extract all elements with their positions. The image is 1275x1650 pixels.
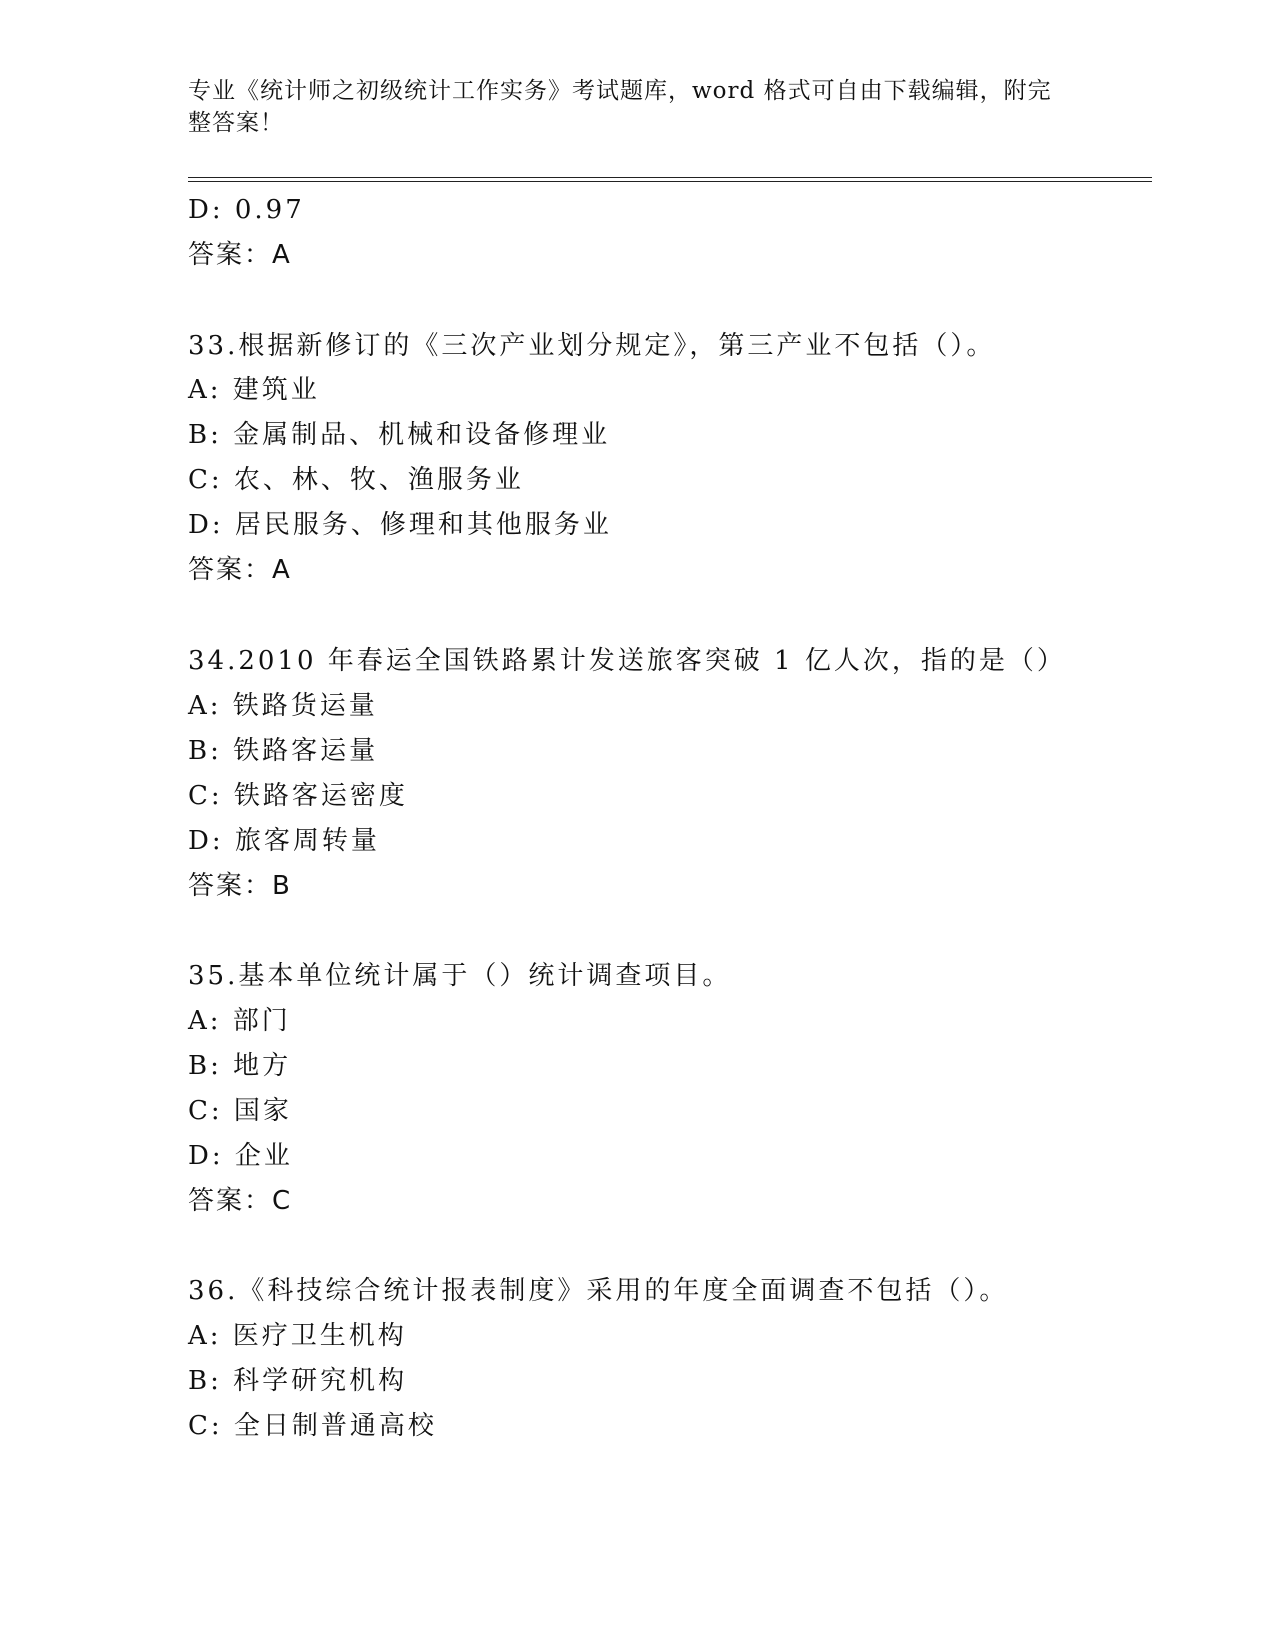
- question-33: 33.根据新修订的《三次产业划分规定》，第三产业不包括（）。: [188, 331, 996, 361]
- option-line: C: 农、林、牧、渔服务业: [188, 465, 524, 495]
- option-line: D: 旅客周转量: [188, 826, 380, 856]
- option-line: A: 部门: [188, 1006, 291, 1036]
- question-34: 34.2010 年春运全国铁路累计发送旅客突破 1 亿人次，指的是（）: [188, 646, 1066, 676]
- option-line: D: 0.97: [188, 195, 305, 225]
- option-line: B: 地方: [188, 1051, 292, 1081]
- option-line: D: 居民服务、修理和其他服务业: [188, 510, 612, 540]
- option-line: B: 科学研究机构: [188, 1366, 408, 1396]
- answer-line: 答案：C: [188, 1186, 293, 1216]
- document-header: 专业《统计师之初级统计工作实务》考试题库，word 格式可自由下载编辑，附完整答案！: [188, 78, 1052, 136]
- option-line: D: 企业: [188, 1141, 293, 1171]
- question-36: 36.《科技综合统计报表制度》采用的年度全面调查不包括（）。: [188, 1276, 1009, 1306]
- option-line: A: 铁路货运量: [188, 691, 378, 721]
- answer-line: 答案：A: [188, 555, 292, 585]
- option-line: C: 国家: [188, 1096, 292, 1126]
- answer-line: 答案：B: [188, 871, 292, 901]
- answer-line: 答案：A: [188, 240, 292, 270]
- option-line: B: 铁路客运量: [188, 736, 379, 766]
- option-line: C: 铁路客运密度: [188, 781, 408, 811]
- question-35: 35.基本单位统计属于（）统计调查项目。: [188, 961, 732, 991]
- header-divider-bottom: [188, 181, 1152, 182]
- option-line: C: 全日制普通高校: [188, 1411, 437, 1441]
- option-line: A: 医疗卫生机构: [188, 1321, 407, 1351]
- option-line: A: 建筑业: [188, 375, 320, 405]
- option-line: B: 金属制品、机械和设备修理业: [188, 420, 611, 450]
- header-divider-top: [188, 177, 1152, 178]
